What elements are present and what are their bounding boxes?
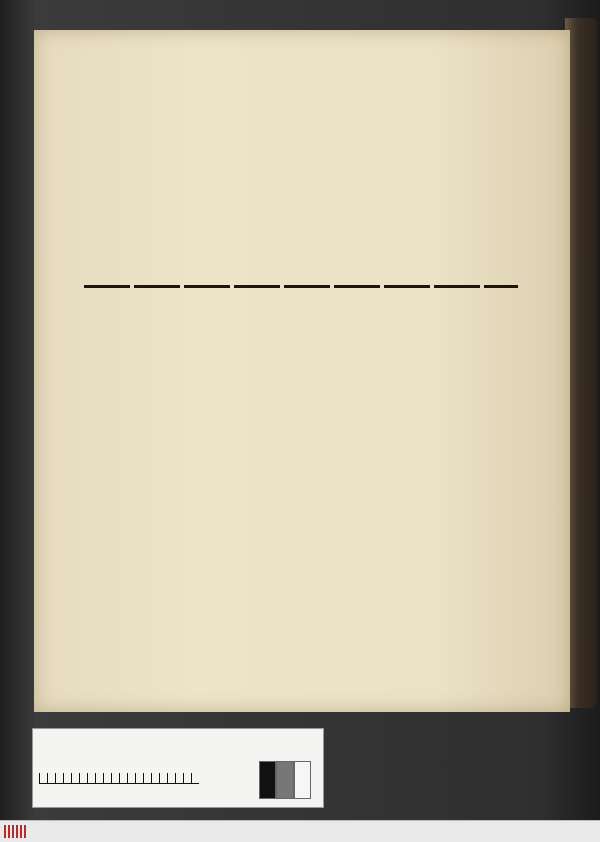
book-page (34, 30, 570, 712)
gray-patches (259, 761, 311, 799)
library-color-card (32, 728, 324, 808)
hab-logo-icon (4, 825, 26, 838)
status-bar (0, 820, 600, 842)
scene-divider-rule (84, 285, 518, 288)
scale-ruler (39, 761, 199, 784)
